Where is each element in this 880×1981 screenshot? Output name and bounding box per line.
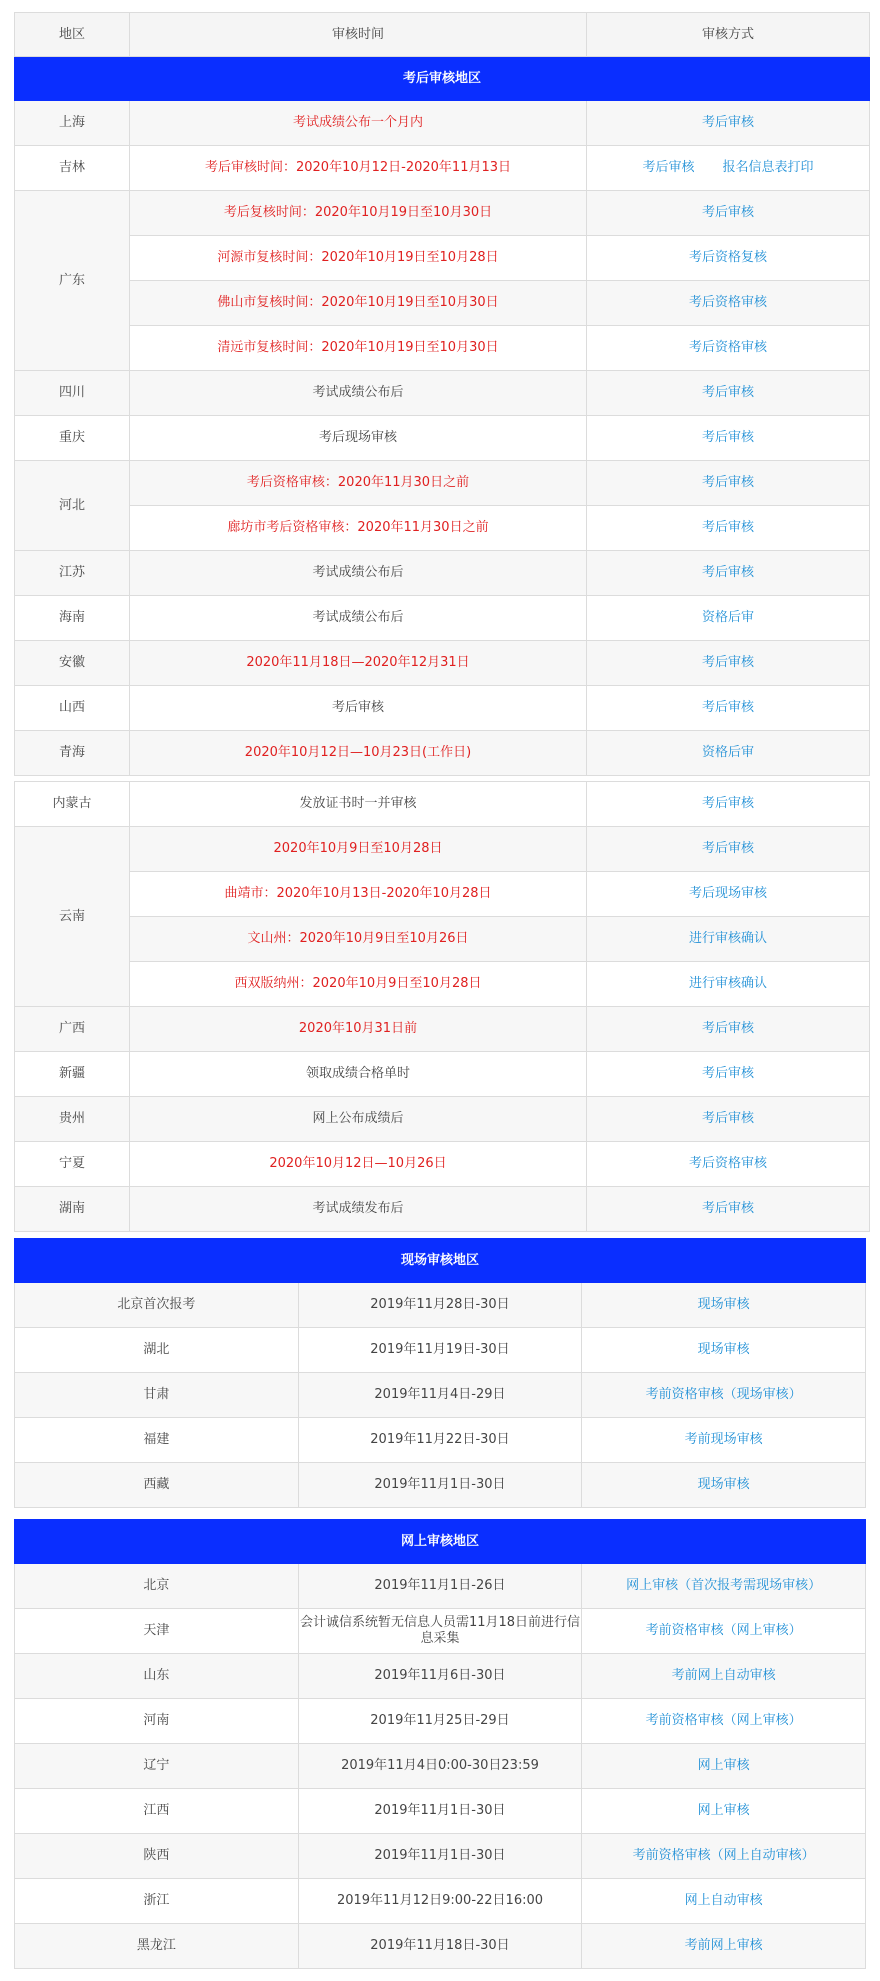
- method-link[interactable]: 考后审核: [587, 461, 870, 506]
- table-row: [15, 461, 870, 506]
- region-cell: 辽宁: [15, 1744, 299, 1789]
- region-cell: 海南: [15, 596, 130, 641]
- table-row: [15, 1142, 870, 1187]
- section-online: [15, 1520, 866, 1564]
- time-cell: 会计诚信系统暂无信息人员需11月18日前进行信息采集: [298, 1609, 582, 1654]
- time-cell: 佛山市复核时间：2020年10月19日至10月30日: [130, 281, 587, 326]
- time-cell: 2019年11月6日-30日: [298, 1654, 582, 1699]
- method-link[interactable]: 进行审核确认: [587, 917, 870, 962]
- method-cell: [587, 146, 870, 191]
- method-link[interactable]: 网上审核: [582, 1789, 866, 1834]
- region-cell: 北京首次报考: [15, 1283, 299, 1328]
- method-link[interactable]: 现场审核: [582, 1463, 866, 1508]
- region-cell: 河北: [15, 461, 130, 551]
- method-link[interactable]: 考前资格审核（现场审核）: [582, 1373, 866, 1418]
- method-link[interactable]: 考后审核: [587, 506, 870, 551]
- time-cell: 2019年11月12日9:00-22日16:00: [298, 1879, 582, 1924]
- section-title: 网上审核地区: [15, 1520, 866, 1564]
- time-cell: 考后复核时间：2020年10月19日至10月30日: [130, 191, 587, 236]
- region-cell: 浙江: [15, 1879, 299, 1924]
- time-cell: 2020年10月9日至10月28日: [130, 827, 587, 872]
- time-cell: 考后审核: [130, 686, 587, 731]
- time-cell: 西双版纳州：2020年10月9日至10月28日: [130, 962, 587, 1007]
- table-row: [15, 1879, 866, 1924]
- time-cell: 2019年11月4日0:00-30日23:59: [298, 1744, 582, 1789]
- table-row: [15, 827, 870, 872]
- region-cell: 山西: [15, 686, 130, 731]
- table-row: [15, 731, 870, 776]
- region-cell: 青海: [15, 731, 130, 776]
- table-row: [15, 1187, 870, 1232]
- header-method: 审核方式: [587, 13, 870, 57]
- method-link[interactable]: 现场审核: [582, 1328, 866, 1373]
- region-cell: 甘肃: [15, 1373, 299, 1418]
- time-cell: 2019年11月18日-30日: [298, 1924, 582, 1969]
- region-cell: 河南: [15, 1699, 299, 1744]
- table-row: [15, 1283, 866, 1328]
- time-cell: 考试成绩公布后: [130, 551, 587, 596]
- table-row: [15, 1609, 866, 1654]
- header-region: 地区: [15, 13, 130, 57]
- table-row: [15, 236, 870, 281]
- region-cell: 黑龙江: [15, 1924, 299, 1969]
- method-link[interactable]: 考后审核: [587, 191, 870, 236]
- region-cell: 湖北: [15, 1328, 299, 1373]
- online-review-table: [14, 1519, 866, 1969]
- table-row: [15, 1418, 866, 1463]
- time-cell: 2019年11月25日-29日: [298, 1699, 582, 1744]
- time-cell: 河源市复核时间：2020年10月19日至10月28日: [130, 236, 587, 281]
- region-cell: 云南: [15, 827, 130, 1007]
- table-row: [15, 1328, 866, 1373]
- after-exam-table-continued: [14, 781, 870, 1232]
- table-header: [15, 13, 870, 57]
- time-cell: 文山州：2020年10月9日至10月26日: [130, 917, 587, 962]
- method-link[interactable]: 考后资格审核: [587, 1142, 870, 1187]
- time-cell: 考后审核时间：2020年10月12日-2020年11月13日: [130, 146, 587, 191]
- method-link[interactable]: 考后资格审核: [587, 281, 870, 326]
- method-link[interactable]: 考后现场审核: [587, 872, 870, 917]
- table-row: [15, 1789, 866, 1834]
- method-link[interactable]: 考后资格复核: [587, 236, 870, 281]
- region-cell: 安徽: [15, 641, 130, 686]
- section-title: 考后审核地区: [15, 57, 870, 101]
- section-after-exam: [15, 57, 870, 101]
- time-cell: 廊坊市考后资格审核：2020年11月30日之前: [130, 506, 587, 551]
- time-cell: 2020年10月31日前: [130, 1007, 587, 1052]
- region-cell: 江西: [15, 1789, 299, 1834]
- time-cell: 2019年11月4日-29日: [298, 1373, 582, 1418]
- method-link[interactable]: 考后审核: [587, 827, 870, 872]
- region-cell: 新疆: [15, 1052, 130, 1097]
- time-cell: 2019年11月19日-30日: [298, 1328, 582, 1373]
- region-cell: 江苏: [15, 551, 130, 596]
- region-cell: 北京: [15, 1564, 299, 1609]
- method-link[interactable]: 考后审核: [642, 160, 695, 175]
- region-cell: 上海: [15, 101, 130, 146]
- time-cell: 2019年11月1日-30日: [298, 1789, 582, 1834]
- table-row: [15, 146, 870, 191]
- time-cell: 2019年11月1日-30日: [298, 1463, 582, 1508]
- table-row: [15, 416, 870, 461]
- method-link[interactable]: 考前现场审核: [582, 1418, 866, 1463]
- time-cell: 领取成绩合格单时: [130, 1052, 587, 1097]
- time-cell: 2019年11月28日-30日: [298, 1283, 582, 1328]
- table-row: [15, 1924, 866, 1969]
- print-form-link[interactable]: 报名信息表打印: [722, 160, 814, 175]
- method-link[interactable]: 网上自动审核: [582, 1879, 866, 1924]
- region-cell: 广西: [15, 1007, 130, 1052]
- region-cell: 天津: [15, 1609, 299, 1654]
- time-cell: 考试成绩公布一个月内: [130, 101, 587, 146]
- time-cell: 曲靖市：2020年10月13日-2020年10月28日: [130, 872, 587, 917]
- method-link[interactable]: 考后资格审核: [587, 326, 870, 371]
- table-row: [15, 506, 870, 551]
- time-cell: 网上公布成绩后: [130, 1097, 587, 1142]
- table-row: [15, 1744, 866, 1789]
- table-row: [15, 101, 870, 146]
- method-link[interactable]: 考后审核: [587, 1007, 870, 1052]
- method-link[interactable]: 考后审核: [587, 1097, 870, 1142]
- region-cell: 吉林: [15, 146, 130, 191]
- method-link[interactable]: 考后审核: [587, 416, 870, 461]
- method-link[interactable]: 考后审核: [587, 1187, 870, 1232]
- time-cell: 考后资格审核：2020年11月30日之前: [130, 461, 587, 506]
- method-link[interactable]: 资格后审: [587, 596, 870, 641]
- time-cell: 2020年10月12日—10月23日(工作日): [130, 731, 587, 776]
- table-row: [15, 1007, 870, 1052]
- table-row: [15, 1052, 870, 1097]
- method-link[interactable]: 考前网上自动审核: [582, 1654, 866, 1699]
- method-link[interactable]: 考后审核: [587, 782, 870, 827]
- region-cell: 重庆: [15, 416, 130, 461]
- table-row: [15, 782, 870, 827]
- table-row: [15, 1097, 870, 1142]
- time-cell: 2020年10月12日—10月26日: [130, 1142, 587, 1187]
- region-cell: 湖南: [15, 1187, 130, 1232]
- method-link[interactable]: 考后审核: [587, 686, 870, 731]
- region-cell: 贵州: [15, 1097, 130, 1142]
- table-row: [15, 1373, 866, 1418]
- method-link[interactable]: 考后审核: [587, 371, 870, 416]
- table-row: [15, 1654, 866, 1699]
- method-link[interactable]: 现场审核: [582, 1283, 866, 1328]
- method-link[interactable]: 进行审核确认: [587, 962, 870, 1007]
- table-row: [15, 1834, 866, 1879]
- method-link[interactable]: 考后审核: [587, 1052, 870, 1097]
- table-row: [15, 1699, 866, 1744]
- table-row: [15, 641, 870, 686]
- method-link[interactable]: 资格后审: [587, 731, 870, 776]
- section-title: 现场审核地区: [15, 1239, 866, 1283]
- time-cell: 发放证书时一并审核: [130, 782, 587, 827]
- method-link[interactable]: 考后审核: [587, 101, 870, 146]
- table-row: [15, 872, 870, 917]
- table-row: [15, 1463, 866, 1508]
- time-cell: 2020年11月18日—2020年12月31日: [130, 641, 587, 686]
- table-row: [15, 917, 870, 962]
- region-cell: 山东: [15, 1654, 299, 1699]
- table-row: [15, 281, 870, 326]
- section-onsite: [15, 1239, 866, 1283]
- time-cell: 2019年11月1日-30日: [298, 1834, 582, 1879]
- method-link[interactable]: 考后审核: [587, 551, 870, 596]
- region-cell: 西藏: [15, 1463, 299, 1508]
- time-cell: 考后现场审核: [130, 416, 587, 461]
- header-time: 审核时间: [130, 13, 587, 57]
- region-cell: 内蒙古: [15, 782, 130, 827]
- method-link[interactable]: 网上审核（首次报考需现场审核）: [582, 1564, 866, 1609]
- table-row: [15, 962, 870, 1007]
- time-cell: 考试成绩公布后: [130, 596, 587, 641]
- onsite-review-table: [14, 1238, 866, 1508]
- table-row: [15, 551, 870, 596]
- method-link[interactable]: 考前网上审核: [582, 1924, 866, 1969]
- time-cell: 清远市复核时间：2020年10月19日至10月30日: [130, 326, 587, 371]
- region-cell: 宁夏: [15, 1142, 130, 1187]
- table-row: [15, 326, 870, 371]
- table-row: [15, 1564, 866, 1609]
- time-cell: 考试成绩公布后: [130, 371, 587, 416]
- table-row: [15, 191, 870, 236]
- table-row: [15, 371, 870, 416]
- method-link[interactable]: 网上审核: [582, 1744, 866, 1789]
- method-link[interactable]: 考前资格审核（网上审核）: [582, 1699, 866, 1744]
- region-cell: 广东: [15, 191, 130, 371]
- region-cell: 陕西: [15, 1834, 299, 1879]
- time-cell: 2019年11月22日-30日: [298, 1418, 582, 1463]
- time-cell: 2019年11月1日-26日: [298, 1564, 582, 1609]
- method-link[interactable]: 考后审核: [587, 641, 870, 686]
- after-exam-table: [14, 12, 870, 776]
- region-cell: 四川: [15, 371, 130, 416]
- region-cell: 福建: [15, 1418, 299, 1463]
- time-cell: 考试成绩发布后: [130, 1187, 587, 1232]
- table-row: [15, 686, 870, 731]
- table-row: [15, 596, 870, 641]
- method-link[interactable]: 考前资格审核（网上审核）: [582, 1609, 866, 1654]
- method-link[interactable]: 考前资格审核（网上自动审核）: [582, 1834, 866, 1879]
